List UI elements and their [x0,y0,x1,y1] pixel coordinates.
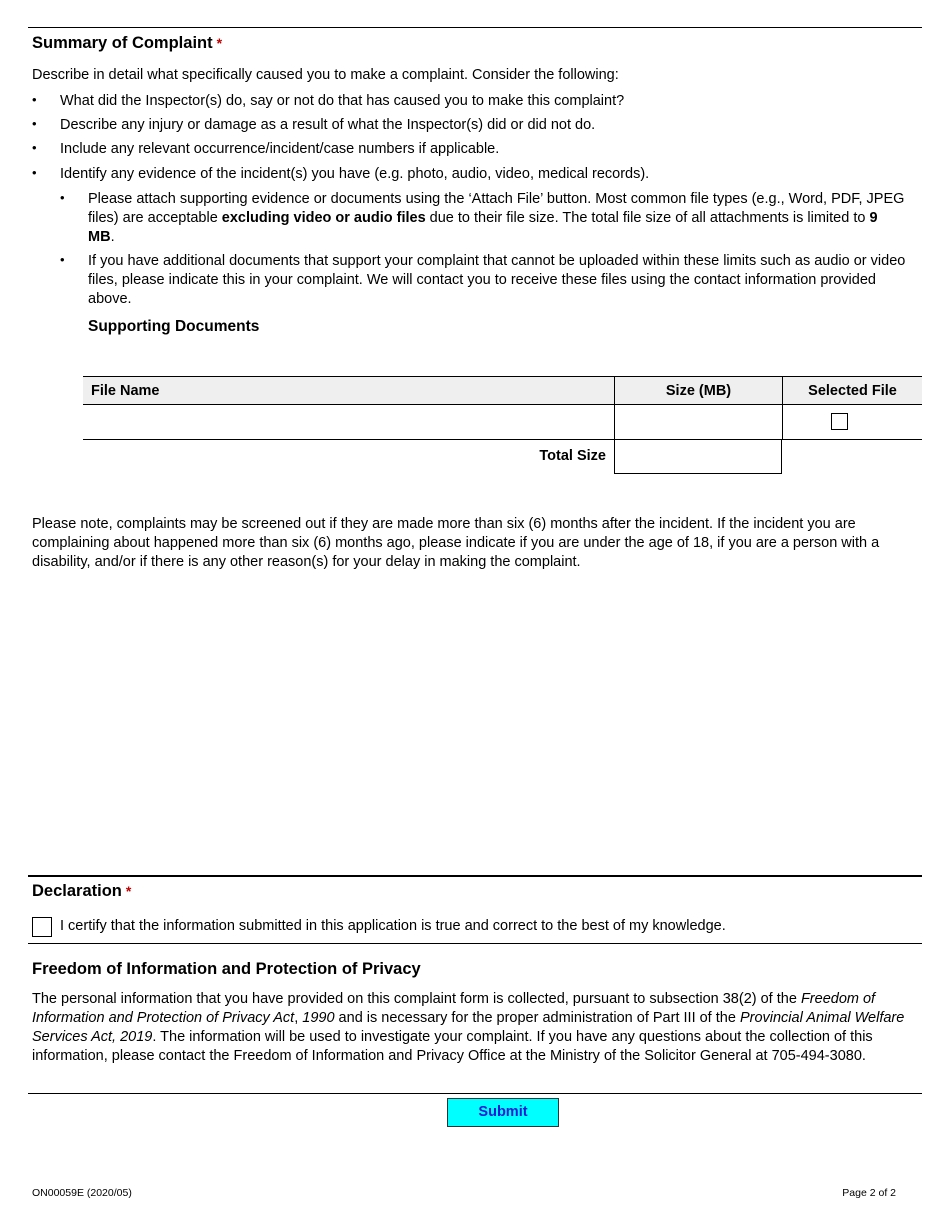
required-marker: * [216,35,223,51]
top-rule [28,27,922,28]
summary-title: Summary of Complaint [32,34,213,52]
privacy-text-2: , [294,1010,303,1026]
selected-file-cell [782,405,922,440]
list-item: Describe any injury or damage as a result of what the Inspector(s) did or did not do. [60,117,596,133]
privacy-text-4: . The information will be used to investigate your complaint. If you have any questions about the collection of this information, please contact the Freedom of Information and Privacy Office at the Ministry of the Solicitor General at 705-494-3080. [32,1029,873,1064]
selected-file-checkbox[interactable] [831,413,848,430]
attach-text-bold-1: excluding video or audio files [221,210,426,226]
list-item: What did the Inspector(s) do, say or not do that has caused you to make this complaint? [60,93,625,109]
total-size-field [614,440,782,474]
column-header-file-name: File Name [83,376,614,405]
summary-intro: Describe in detail what specifically caused you to make a complaint. Consider the following: [32,67,619,83]
list-item: Identify any evidence of the incident(s) you have (e.g. photo, audio, video, medical records). [60,166,650,182]
attach-text-1: Please attach supporting evidence or documents using the ‘Attach File’ button. Most common file types (e.g., Word, PDF, JPEG files) are acceptable [88,191,905,226]
privacy-text-3: and is necessary for the proper administration of Part III of the [334,1010,740,1026]
file-size-cell [614,405,782,440]
column-header-size: Size (MB) [614,376,782,405]
declaration-rule [28,875,922,877]
bullet-dot: • [60,252,65,267]
list-item: Include any relevant occurrence/incident/case numbers if applicable. [60,141,500,157]
bullet-dot: • [32,116,37,131]
privacy-title: Freedom of Information and Protection of Privacy [32,960,421,978]
bullet-dot: • [32,92,37,107]
screening-note: Please note, complaints may be screened out if they are made more than six (6) months after the incident. If the incident you are complaining about happened more than six (6) months ago, please indicate if you are under the age of 18, if you are a person with a disability, and/or if there is any other reason(s) for your delay in making the complaint. [32,516,880,570]
attach-text-2: due to their file size. The total file size of all attachments is limited to [425,210,870,226]
declaration-bottom-rule [28,943,922,944]
form-id: ON00059E (2020/05) [32,1187,132,1199]
supporting-documents-title: Supporting Documents [88,318,260,335]
declaration-title: Declaration [32,882,122,900]
file-name-cell [83,405,614,440]
submit-button[interactable]: Submit [447,1098,559,1127]
bullet-dot: • [32,165,37,180]
certify-text: I certify that the information submitted in this application is true and correct to the best of my knowledge. [60,918,726,934]
required-marker: * [125,883,132,899]
attach-instructions [88,190,908,247]
privacy-bottom-rule [28,1093,922,1094]
bullet-dot: • [60,190,65,205]
column-header-selected-file: Selected File [782,376,922,405]
certify-checkbox[interactable] [32,917,52,937]
privacy-act-year: 1990 [302,1010,335,1026]
page-number: Page 2 of 2 [842,1187,896,1199]
summary-heading [32,34,222,53]
animal-welfare-act-name: Provincial Animal Welfare Services Act, 2019 [32,1010,905,1045]
attach-text-bold-2: 9 MB [88,210,878,245]
supporting-documents-table [83,376,922,474]
privacy-statement [32,990,922,1066]
additional-docs-instructions: If you have additional documents that support your complaint that cannot be uploaded within these limits such as audio or video files, please indicate this in your complaint. We will contact you to receive these files using the contact information provided above. [88,253,906,307]
declaration-heading [32,882,131,901]
attach-text-3: . [110,229,115,245]
total-size-label: Total Size [539,448,606,464]
privacy-text-1: The personal information that you have provided on this complaint form is collected, pursuant to subsection 38(2) of the [32,991,801,1007]
privacy-act-name: Freedom of Information and Protection of Privacy Act [32,991,876,1026]
bullet-dot: • [32,140,37,155]
